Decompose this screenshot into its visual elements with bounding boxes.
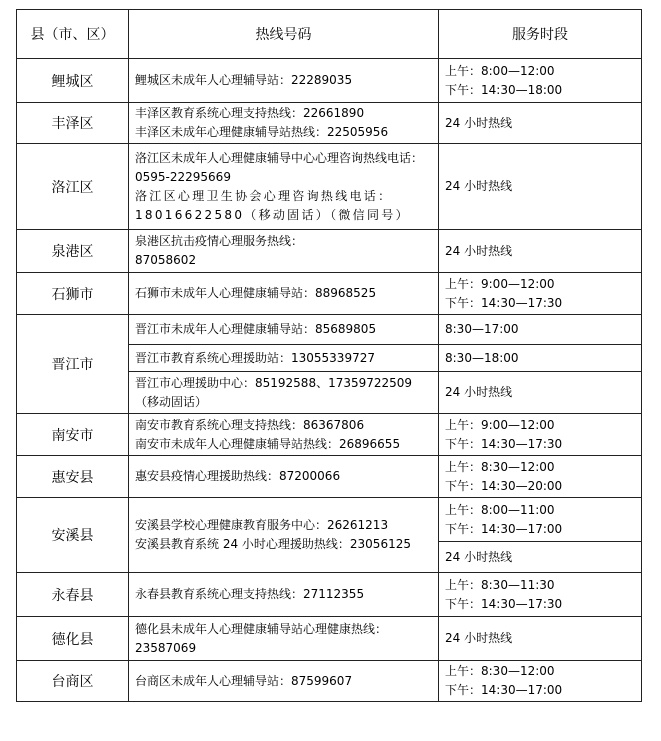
table-row [17,573,642,617]
hotline-text: 德化县未成年人心理健康辅导站心理健康热线：23587069 [135,621,388,655]
hours-text: 下午：14:30—18:00 [445,82,563,97]
hours-cell [439,542,642,573]
table-row [17,230,642,273]
county-name: 丰泽区 [17,103,129,144]
hotline-text: 鲤城区未成年人心理辅导站：22289035 [135,73,353,87]
table-row [17,273,642,315]
hours-text: 下午：14:30—20:00 [445,478,563,493]
table-row [17,315,642,345]
hours-text: 上午：8:30—12:00 [445,459,555,474]
header-hours: 服务时段 [439,10,642,59]
county-name: 德化县 [17,617,129,661]
table-row [17,661,642,702]
hotline-text: 晋江市教育系统心理援助站：13055339727 [135,350,375,365]
hours-text: 8:30—17:00 [445,322,519,336]
header-hotline: 热线号码 [129,10,439,59]
hours-cell [439,315,642,345]
hotline-cell [129,59,439,103]
hotline-text: 安溪县教育系统 24 小时心理援助热线：23056125 [135,537,411,551]
county-name: 惠安县 [17,456,129,498]
hours-text: 8:30—18:00 [445,350,519,365]
hours-text: 24 小时热线 [445,385,513,399]
hotline-text: 洛江区心理卫生协会心理咨询热线电话：18016622580（移动固话）（微信同号） [135,188,410,222]
county-name: 鲤城区 [17,59,129,103]
hours-text: 上午：9:00—12:00 [445,276,555,291]
hotline-text: 洛江区未成年人心理健康辅导中心心理咨询热线电话：0595-22295669 [135,150,424,184]
hotline-cell [129,456,439,498]
hours-cell [439,456,642,498]
county-name: 台商区 [17,661,129,702]
hours-text: 上午：9:00—12:00 [445,417,555,432]
table-row [17,498,642,542]
hours-cell [439,273,642,315]
hours-text: 上午：8:30—11:30 [445,577,555,592]
hours-text: 上午：8:00—12:00 [445,63,555,78]
hotline-cell [129,103,439,144]
hotline-cell [129,144,439,230]
hotline-cell [129,315,439,345]
hours-cell [439,414,642,456]
hotline-text: 丰泽区教育系统心理支持热线：22661890 [135,106,365,120]
hours-cell [439,573,642,617]
hours-text: 24 小时热线 [445,243,513,258]
hotline-cell [129,661,439,702]
hours-cell [439,59,642,103]
hours-text: 下午：14:30—17:00 [445,683,563,697]
hotline-cell [129,573,439,617]
county-name: 泉港区 [17,230,129,273]
hours-text: 24 小时热线 [445,179,513,193]
county-name: 永春县 [17,573,129,617]
header-row [17,10,642,59]
hotline-cell [129,230,439,273]
hotline-text: 南安市教育系统心理支持热线：86367806 [135,417,365,432]
hotline-cell [129,617,439,661]
hotline-cell [129,273,439,315]
header-county: 县（市、区） [17,10,129,59]
hotline-text: 丰泽区未成年心理健康辅导站热线：22505956 [135,125,389,139]
hours-text: 上午：8:30—12:00 [445,664,555,678]
hotline-table [16,9,642,702]
hotline-text: 南安市未成年人心理健康辅导站热线：26896655 [135,436,401,451]
hotline-cell [129,498,439,573]
hours-text: 下午：14:30—17:30 [445,596,563,611]
hotline-text: 台商区未成年人心理辅导站：87599607 [135,673,353,688]
hours-cell [439,345,642,372]
county-name: 安溪县 [17,498,129,573]
hours-cell [439,617,642,661]
hours-cell [439,661,642,702]
hours-text: 24 小时热线 [445,115,513,130]
hours-text: 24 小时热线 [445,549,513,564]
hotline-text: 晋江市心理援助中心：85192588、17359722509（移动固话） [135,375,413,409]
table-row [17,59,642,103]
hours-cell [439,103,642,144]
hours-text: 上午：8:00—11:00 [445,502,555,517]
hours-cell [439,372,642,414]
table-row [17,617,642,661]
table-row [17,456,642,498]
hotline-cell [129,372,439,414]
county-name: 晋江市 [17,315,129,414]
hours-cell [439,144,642,230]
hotline-text: 泉港区抗击疫情心理服务热线：87058602 [135,234,304,267]
hotline-text: 安溪县学校心理健康教育服务中心：26261213 [135,518,389,532]
hotline-cell [129,345,439,372]
hours-text: 下午：14:30—17:30 [445,295,563,310]
hours-text: 24 小时热线 [445,631,513,645]
county-name: 洛江区 [17,144,129,230]
hotline-text: 惠安县疫情心理援助热线：87200066 [135,469,341,483]
hotline-text: 永春县教育系统心理支持热线：27112355 [135,587,365,601]
hours-text: 下午：14:30—17:30 [445,436,563,451]
hotline-cell [129,414,439,456]
table-row [17,144,642,230]
table-row [17,103,642,144]
hours-cell [439,230,642,273]
table-row [17,414,642,456]
hours-cell [439,498,642,542]
hotline-text: 石狮市未成年人心理健康辅导站：88968525 [135,286,377,300]
hotline-text: 晋江市未成年人心理健康辅导站：85689805 [135,322,377,336]
county-name: 南安市 [17,414,129,456]
county-name: 石狮市 [17,273,129,315]
hours-text: 下午：14:30—17:00 [445,521,563,536]
